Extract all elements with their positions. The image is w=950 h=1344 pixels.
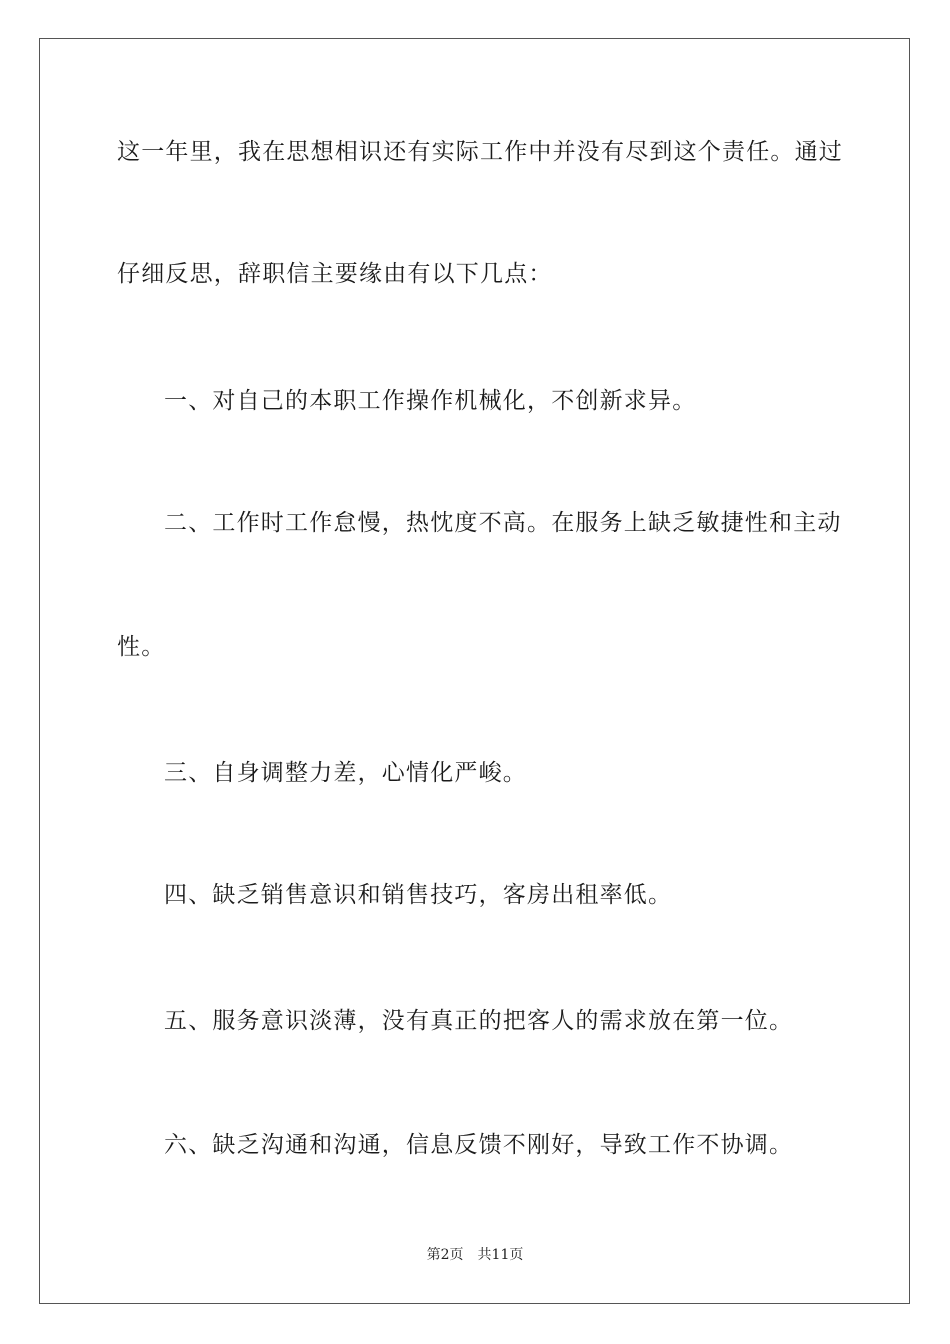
- list-item-2-continued: 性。: [117, 634, 166, 660]
- list-item-5: 五、服务意识淡薄，没有真正的把客人的需求放在第一位。: [164, 1008, 794, 1034]
- paragraph-line-1: 这一年里，我在思想相识还有实际工作中并没有尽到这个责任。通过: [117, 139, 843, 165]
- page-number-current: 第2页: [426, 1247, 464, 1263]
- page-number-total: 共11页: [477, 1247, 524, 1263]
- paragraph-line-2: 仔细反思，辞职信主要缘由有以下几点：: [117, 261, 553, 287]
- page-footer: [0, 1245, 950, 1265]
- list-item-4: 四、缺乏销售意识和销售技巧，客房出租率低。: [164, 882, 673, 908]
- list-item-6: 六、缺乏沟通和沟通，信息反馈不刚好，导致工作不协调。: [164, 1132, 794, 1158]
- list-item-1: 一、对自己的本职工作操作机械化，不创新求异。: [164, 388, 697, 414]
- list-item-2: 二、工作时工作怠慢，热忱度不高。在服务上缺乏敏捷性和主动: [164, 510, 842, 536]
- page-border: [39, 38, 910, 1304]
- list-item-3: 三、自身调整力差，心情化严峻。: [164, 760, 527, 786]
